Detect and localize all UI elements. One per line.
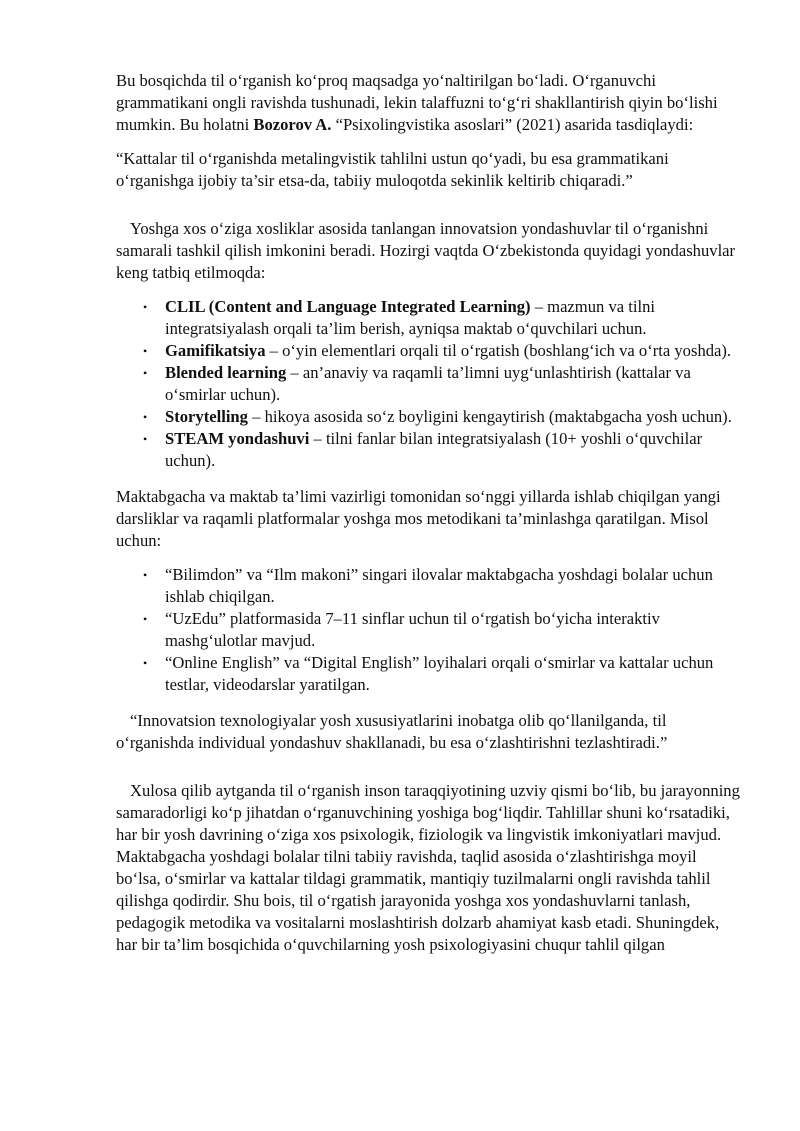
- quote-adults: “Kattalar til o‘rganishda metalingvistik tahlilni ustun qo‘yadi, bu esa grammatikani o‘rganishga ijobiy ta’sir etsa-da, tabiiy muloqotda sekinlik keltirib chiqaradi.”: [116, 149, 669, 190]
- bullet-icon: •: [143, 432, 148, 446]
- example-text: “Online English” va “Digital English” loyihalari orqali o‘smirlar va kattalar uchun testlar, videodarslar yaratilgan.: [165, 653, 714, 694]
- bullet-icon: •: [143, 300, 148, 314]
- conclusion-paragraph: Xulosa qilib aytganda til o‘rganish inson taraqqiyotining uzviy qismi bo‘lib, bu jarayonning samaradorligi ko‘p jihatdan o‘rganuvchining yoshiga bog‘liqdir. Tahlillar shuni ko‘rsatadiki, har bir yosh davrining o‘ziga xos psixologik, fiziologik va lingvistik imkoniyatlari mavjud. Maktabgacha yoshdagi bolalar tilni tabiiy ravishda, taqlid asosida o‘zlashtirishga moyil bo‘lsa, o‘smirlar va kattalar tildagi grammatik, mantiqiy tuzilmalarni ongli ravishda tahlil qilishga qodirdir. Shu bois, til o‘rgatish jarayonida yoshga xos yondashuvlarni tanlash, pedagogik metodika va vositalarni moslashtirish dolzarb ahamiyat kasb etadi. Shuningdek, har bir ta’lim bosqichida o‘quvchilarning yosh psixologiyasini chuqur tahlil qilgan: [116, 781, 740, 954]
- bullet-icon: •: [143, 366, 148, 380]
- approach-term: Blended learning: [165, 363, 287, 382]
- bullet-icon: •: [143, 344, 148, 358]
- examples-list: [116, 564, 742, 696]
- example-text: “Bilimdon” va “Ilm makoni” singari ilovalar maktabgacha yoshdagi bolalar uchun ishlab chiqilgan.: [165, 565, 713, 606]
- list-item: [116, 362, 742, 406]
- bullet-icon: •: [143, 568, 148, 582]
- approach-term: Gamifikatsiya: [165, 341, 266, 360]
- approach-term: Storytelling: [165, 407, 248, 426]
- approach-desc: – mazmun va tilni integratsiyalash orqali ta’lim berish, ayniqsa maktab o‘quvchilari uchun.: [165, 297, 655, 338]
- approach-term: STEAM yondashuvi: [165, 429, 310, 448]
- intro-paragraph: [116, 70, 742, 136]
- approach-term: CLIL (Content and Language Integrated Learning): [165, 297, 531, 316]
- intro-text-end: “Psixolingvistika asoslari” (2021) asarida tasdiqlaydi:: [331, 115, 694, 134]
- approach-desc: – hikoya asosida so‘z boyligini kengaytirish (maktabgacha yosh uchun).: [247, 407, 732, 426]
- bullet-icon: •: [143, 612, 148, 626]
- list-item: [116, 428, 742, 472]
- approach-desc: – o‘yin elementlari orqali til o‘rgatish (boshlang‘ich va o‘rta yoshda).: [265, 341, 732, 360]
- list-item: [116, 564, 742, 608]
- bullet-icon: •: [143, 410, 148, 424]
- list-item: [116, 608, 742, 652]
- document-page: [116, 70, 742, 956]
- list-item: [116, 406, 742, 428]
- approach-desc: – an’anaviy va raqamli ta’limni uyg‘unlashtirish (kattalar va o‘smirlar uchun).: [165, 363, 691, 404]
- ministry-paragraph: Maktabgacha va maktab ta’limi vazirligi tomonidan so‘nggi yillarda ishlab chiqilgan yangi darsliklar va raqamli platformalar yoshga mos metodikani ta’minlashga qaratilgan. Misol uchun:: [116, 487, 721, 550]
- approaches-intro-paragraph: Yoshga xos o‘ziga xosliklar asosida tanlangan innovatsion yondashuvlar til o‘rganishni samarali tashkil qilish imkonini beradi. Hozirgi vaqtda O‘zbekistonda quyidagi yondashuvlar keng tatbiq etilmoqda:: [116, 219, 736, 282]
- list-item: [116, 296, 742, 340]
- approaches-list: [116, 296, 742, 472]
- list-item: [116, 340, 742, 362]
- approach-desc: – tilni fanlar bilan integratsiyalash (10+ yoshli o‘quvchilar uchun).: [165, 429, 703, 470]
- list-item: [116, 652, 742, 696]
- quote-innovation: “Innovatsion texnologiyalar yosh xususiyatlarini inobatga olib qo‘llanilganda, til o‘rganishda individual yondashuv shakllanadi, bu esa o‘zlashtirishni tezlashtiradi.”: [116, 711, 668, 752]
- author-name: Bozorov A.: [253, 115, 332, 134]
- intro-text: Bu bosqichda til o‘rganish ko‘proq maqsadga yo‘naltirilgan bo‘ladi. O‘rganuvchi grammatikani ongli ravishda tushunadi, lekin talaffuzni to‘g‘ri shakllantirish qiyin bo‘lishi mumkin. Bu holatni: [116, 71, 718, 134]
- example-text: “UzEdu” platformasida 7–11 sinflar uchun til o‘rgatish bo‘yicha interaktiv mashg‘ulotlar mavjud.: [165, 609, 660, 650]
- bullet-icon: •: [143, 656, 148, 670]
